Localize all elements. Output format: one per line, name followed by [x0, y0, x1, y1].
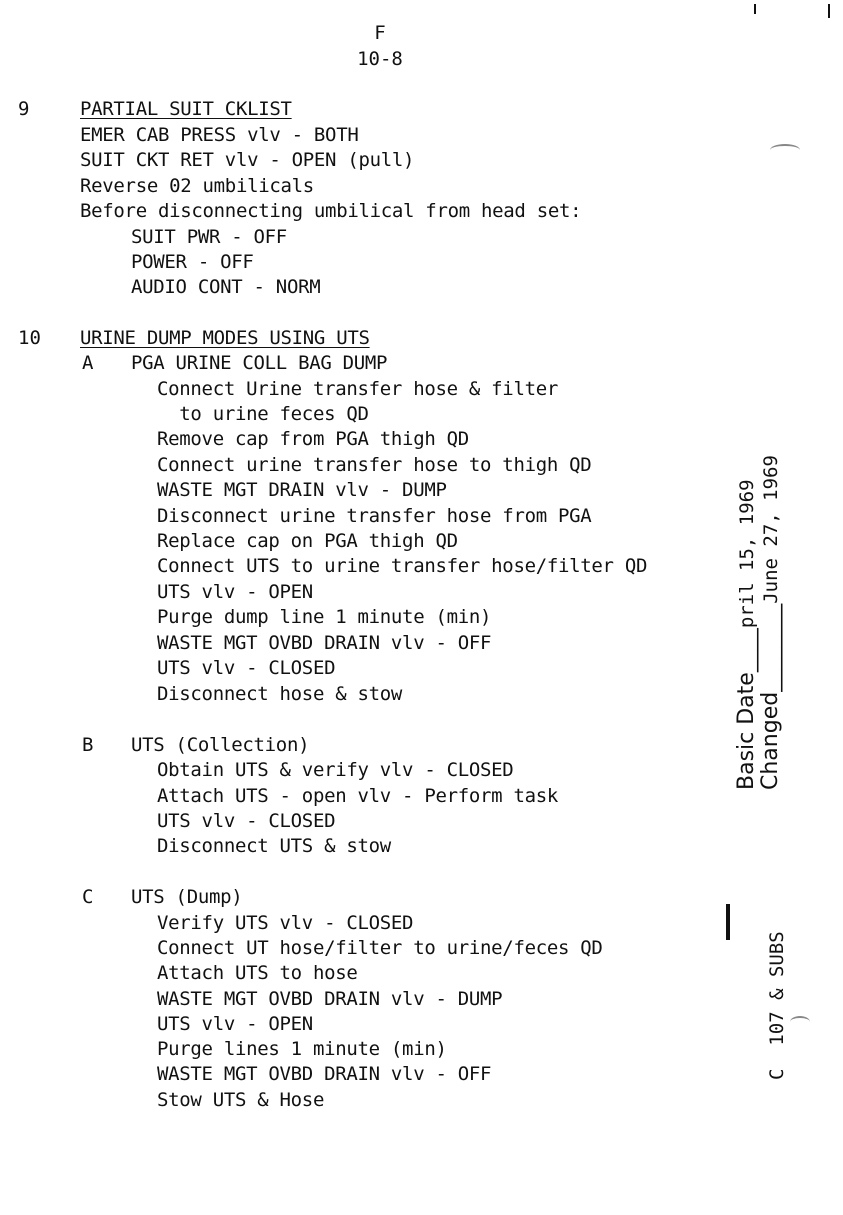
checklist-step: UTS vlv - CLOSED [157, 810, 336, 832]
checklist-step: Disconnect hose & stow [157, 683, 403, 705]
checklist-step: Connect urine transfer hose to thigh QD [157, 454, 592, 476]
checklist-step: Purge lines 1 minute (min) [157, 1038, 447, 1060]
punch-hole-mark [770, 144, 800, 156]
checklist-step: Attach UTS to hose [157, 962, 358, 984]
checklist-step: Verify UTS vlv - CLOSED [157, 912, 414, 934]
subsection-title: PGA URINE COLL BAG DUMP [131, 352, 388, 374]
punch-hole-mark [790, 1016, 810, 1028]
checklist-step: Connect Urine transfer hose & filter [157, 378, 559, 400]
checklist-step: SUIT PWR - OFF [131, 226, 287, 248]
subsection-title: UTS (Dump) [131, 886, 243, 908]
basic-date-value: pril 15, 1969 [736, 479, 758, 629]
section-number: 10 [18, 327, 41, 349]
section-title: PARTIAL SUIT CKLIST [80, 98, 292, 120]
checklist-step: Attach UTS - open vlv - Perform task [157, 785, 559, 807]
subsection-letter: C [82, 886, 94, 908]
checklist-step: Obtain UTS & verify vlv - CLOSED [157, 759, 514, 781]
subsection-title: UTS (Collection) [131, 734, 310, 756]
checklist-step: Disconnect urine transfer hose from PGA [157, 505, 592, 527]
edge-mark [828, 4, 830, 18]
basic-date-label: Basic Date [734, 672, 759, 790]
checklist-step: Stow UTS & Hose [157, 1089, 325, 1111]
checklist-step: Connect UT hose/filter to urine/feces QD [157, 937, 603, 959]
changed-date-value: June 27, 1969 [760, 455, 782, 604]
checklist-step: POWER - OFF [131, 251, 254, 273]
checklist-step: WASTE MGT OVBD DRAIN vlv - OFF [157, 632, 492, 654]
edge-mark [754, 4, 756, 14]
checklist-step: WASTE MGT DRAIN vlv - DUMP [157, 479, 447, 501]
change-bar [726, 904, 730, 940]
applicability-ref: C 107 & SUBS [766, 931, 788, 1080]
revision-dates: Basic Date____pril 15, 1969 Changed________June 27, 1969 [734, 455, 783, 790]
changed-label: Changed [758, 691, 783, 790]
checklist-step: UTS vlv - OPEN [157, 581, 313, 603]
checklist-step: WASTE MGT OVBD DRAIN vlv - DUMP [157, 988, 503, 1010]
subsection-letter: A [82, 352, 94, 374]
checklist-step: EMER CAB PRESS vlv - BOTH [80, 124, 359, 146]
checklist-step: UTS vlv - OPEN [157, 1013, 313, 1035]
checklist-step: SUIT CKT RET vlv - OPEN (pull) [80, 149, 415, 171]
checklist-step: WASTE MGT OVBD DRAIN vlv - OFF [157, 1063, 492, 1085]
section-letter: F [374, 22, 386, 44]
checklist-step: Connect UTS to urine transfer hose/filter QD [157, 555, 648, 577]
checklist-step: to urine feces QD [157, 403, 369, 425]
page-number: 10-8 [357, 48, 403, 70]
checklist-step: Before disconnecting umbilical from head set: [80, 200, 582, 222]
checklist-step: Replace cap on PGA thigh QD [157, 530, 458, 552]
section-title: URINE DUMP MODES USING UTS [80, 327, 370, 349]
checklist-step: Reverse 02 umbilicals [80, 175, 314, 197]
checklist-step: Disconnect UTS & stow [157, 835, 391, 857]
checklist-step: UTS vlv - CLOSED [157, 657, 336, 679]
checklist-step: Purge dump line 1 minute (min) [157, 606, 492, 628]
section-number: 9 [18, 98, 30, 120]
checklist-step: AUDIO CONT - NORM [131, 276, 321, 298]
subsection-letter: B [82, 734, 94, 756]
checklist-step: Remove cap from PGA thigh QD [157, 428, 469, 450]
